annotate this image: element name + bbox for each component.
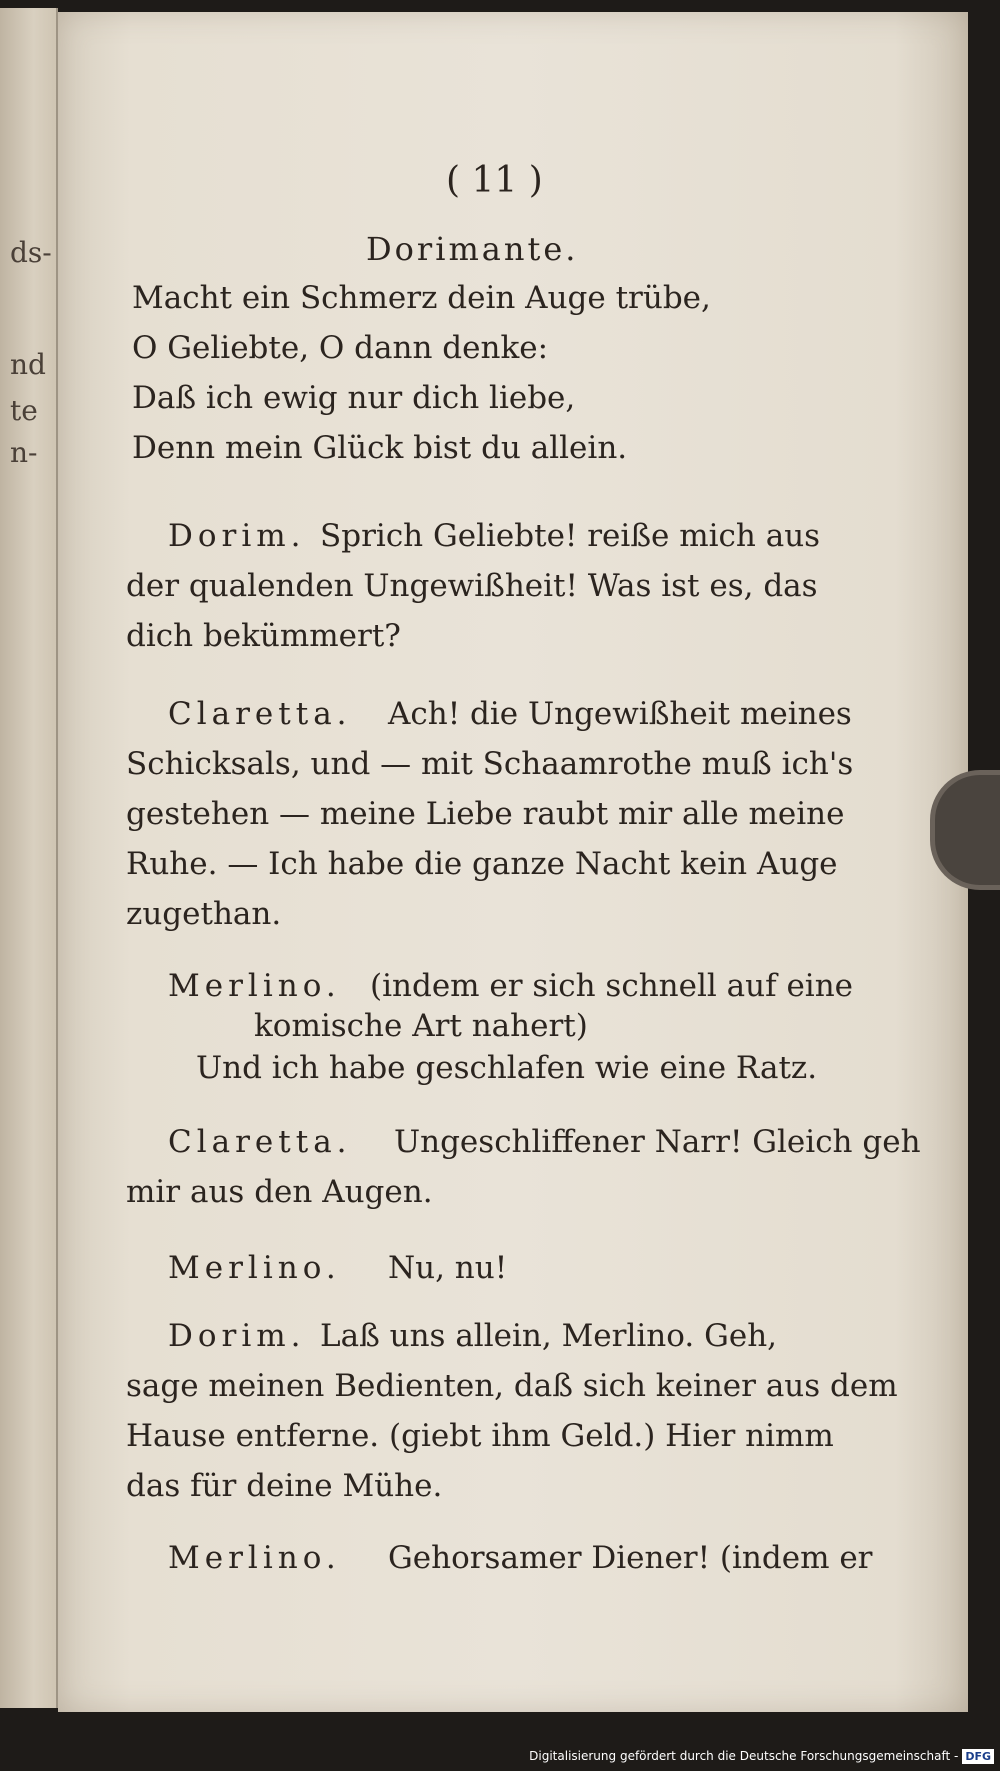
verse-line: Denn mein Glück bist du allein. — [132, 430, 628, 466]
left-page-edge — [0, 8, 58, 1708]
verse-line: Daß ich ewig nur dich liebe, — [132, 380, 576, 416]
dialogue-line: Gehorsamer Diener! (indem er — [388, 1540, 873, 1576]
dfg-logo: DFG — [962, 1749, 994, 1764]
dialogue-line: der qualenden Ungewißheit! Was ist es, das — [126, 568, 818, 604]
dialogue-line: gestehen — meine Liebe raubt mir alle meine — [126, 796, 845, 832]
left-page-fragment: ds- — [10, 236, 52, 269]
verse-line: Macht ein Schmerz dein Auge trübe, — [132, 280, 711, 316]
dialogue-line: Nu, nu! — [388, 1250, 508, 1286]
dialogue-line: zugethan. — [126, 896, 282, 932]
page-number: ( 11 ) — [446, 160, 543, 201]
book-page — [58, 12, 968, 1712]
dialogue-line: sage meinen Bedienten, daß sich keiner aus dem — [126, 1368, 898, 1404]
speaker-heading: Dorimante. — [366, 230, 579, 268]
dialogue-line: Sprich Geliebte! reiße mich aus — [320, 518, 821, 554]
stage-direction: komische Art nahert) — [254, 1008, 588, 1044]
left-page-fragment: nd — [10, 348, 46, 381]
speaker-name: Merlino. — [168, 1540, 341, 1576]
stage-direction: (indem er sich schnell auf eine — [370, 968, 854, 1004]
left-page-fragment: te — [10, 394, 38, 427]
left-page-fragment: n- — [10, 436, 38, 469]
footer-credit — [529, 1745, 994, 1767]
dialogue-line: Ruhe. — Ich habe die ganze Nacht kein Auge — [126, 846, 838, 882]
dialogue-line: dich bekümmert? — [126, 618, 401, 654]
speaker-name: Claretta. — [168, 696, 352, 732]
dialogue-line: Laß uns allein, Merlino. Geh, — [320, 1318, 778, 1354]
dialogue-line: Ach! die Ungewißheit meines — [388, 696, 852, 732]
dialogue-line: Hause entferne. (giebt ihm Geld.) Hier nimm — [126, 1418, 834, 1454]
dialogue-line: Und ich habe geschlafen wie eine Ratz. — [196, 1050, 818, 1086]
speaker-name: Merlino. — [168, 1250, 341, 1286]
speaker-name: Claretta. — [168, 1124, 352, 1160]
dialogue-line: Ungeschliffener Narr! Gleich geh — [394, 1124, 921, 1160]
dialogue-line: mir aus den Augen. — [126, 1174, 433, 1210]
dialogue-line: das für deine Mühe. — [126, 1468, 443, 1504]
verse-line: O Geliebte, O dann denke: — [132, 330, 549, 366]
speaker-name: Dorim. — [168, 518, 306, 554]
dialogue-line: Schicksals, und — mit Schaamrothe muß ich's — [126, 746, 854, 782]
speaker-name: Dorim. — [168, 1318, 306, 1354]
footer-text: Digitalisierung gefördert durch die Deutsche Forschungsgemeinschaft - — [529, 1749, 959, 1763]
speaker-name: Merlino. — [168, 968, 341, 1004]
